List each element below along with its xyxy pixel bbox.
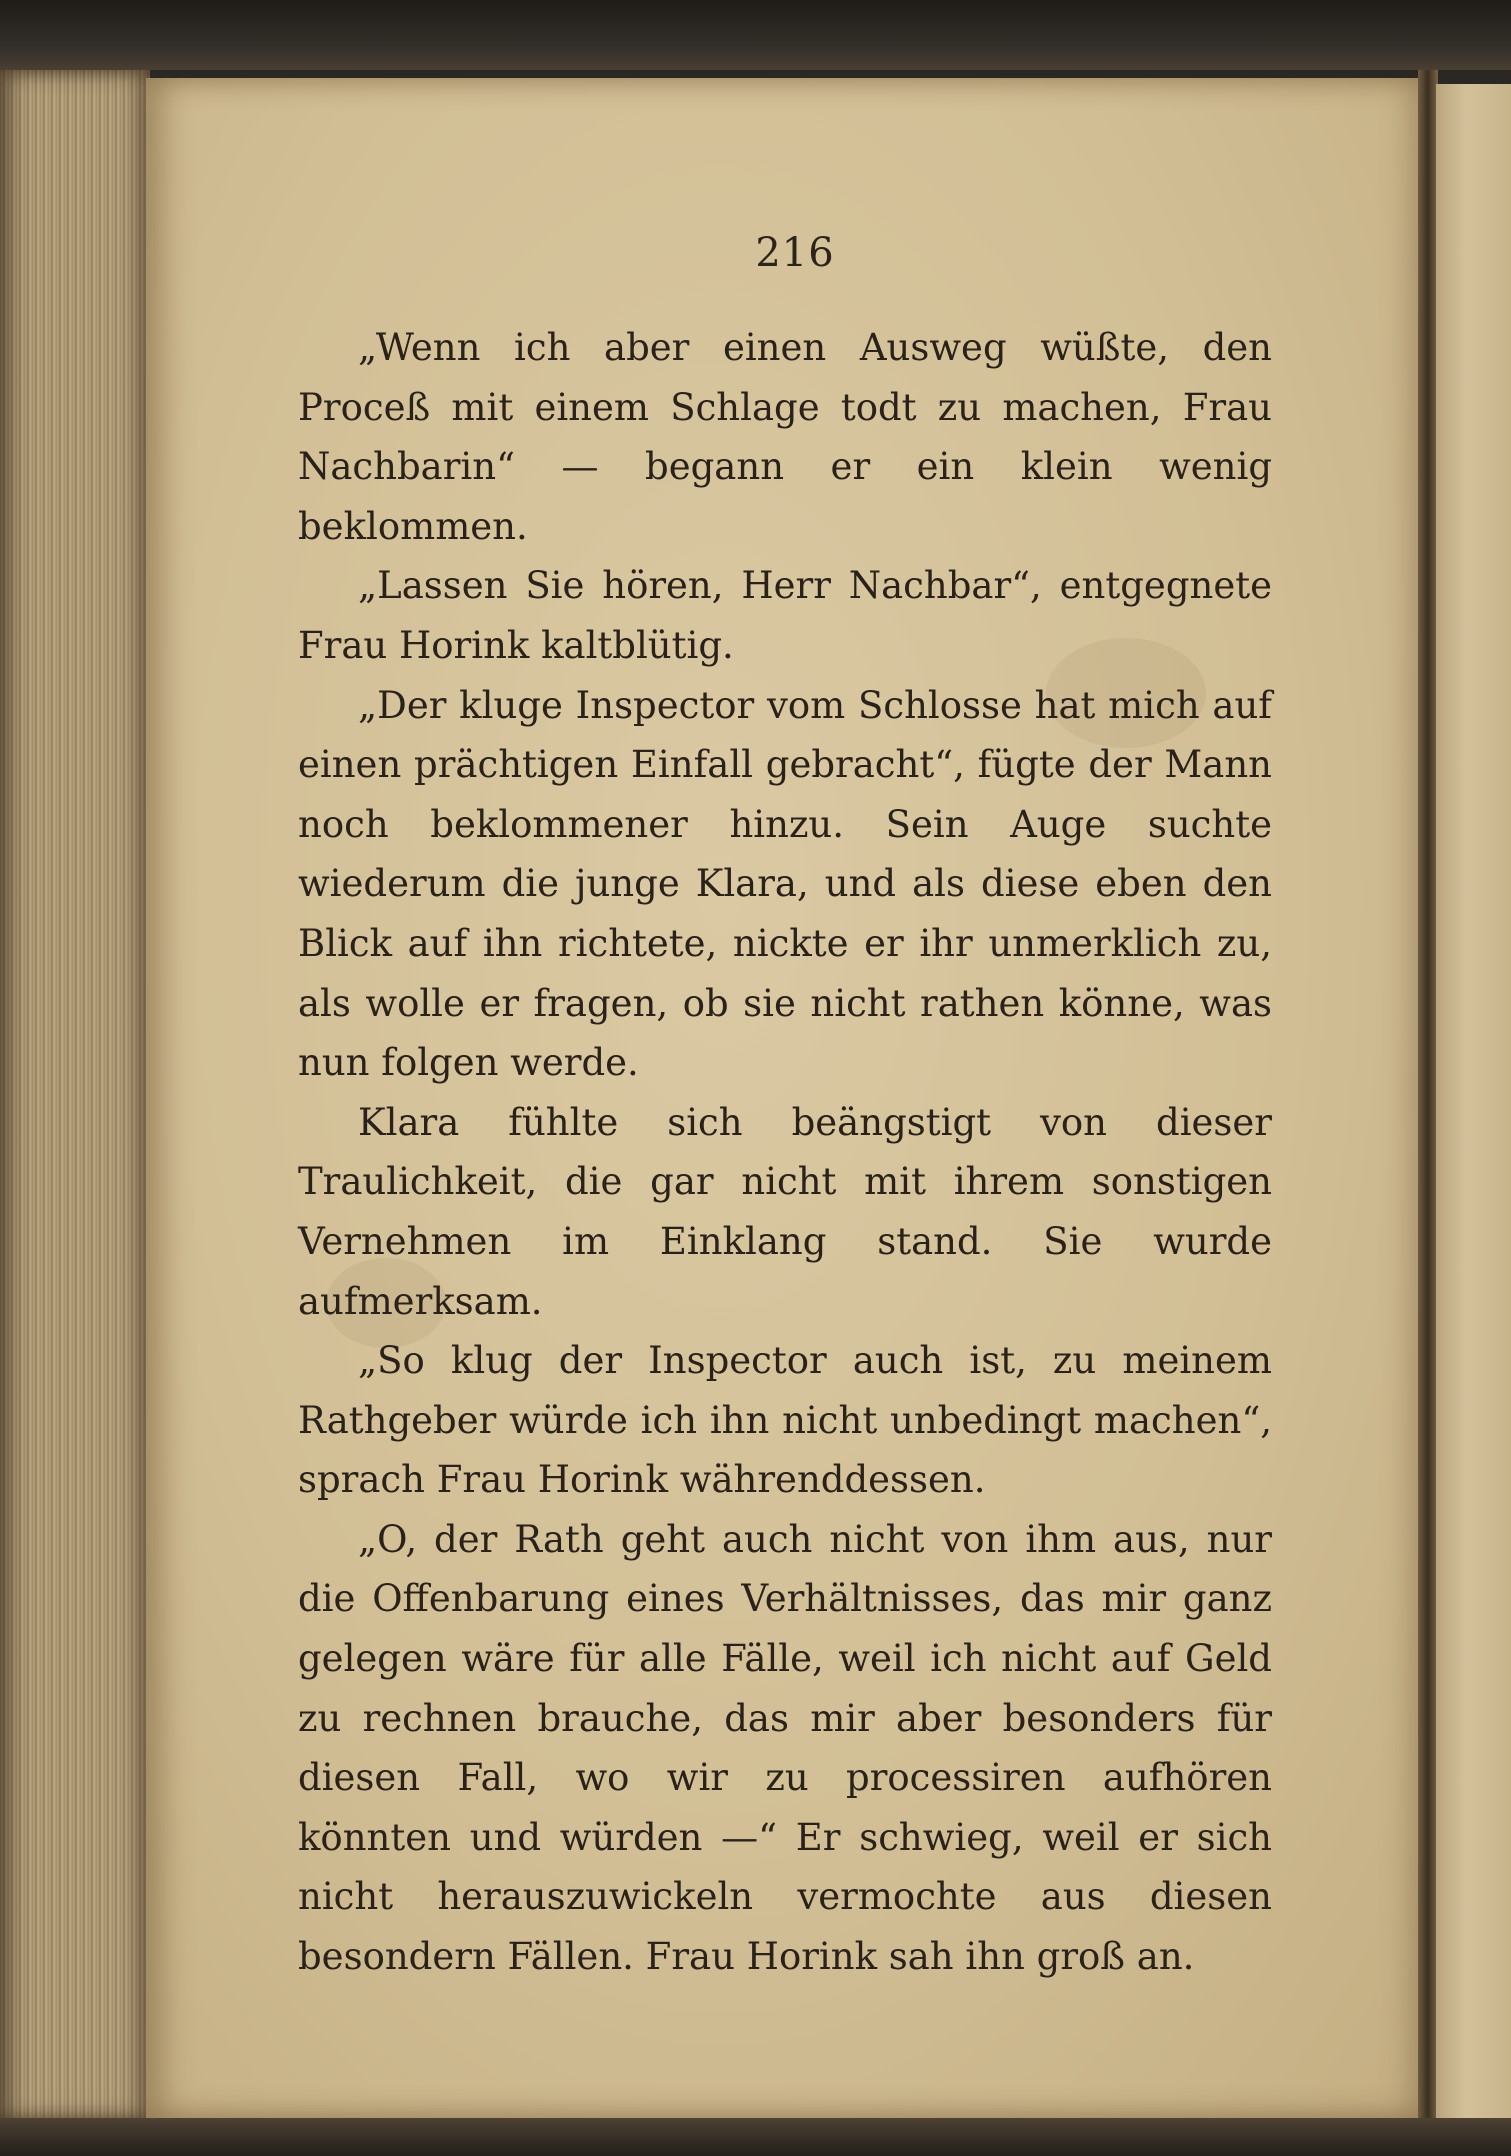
background-bottom	[0, 2118, 1511, 2156]
body-text	[298, 318, 1272, 1987]
paragraph-4: Klara fühlte sich beängstigt von dieser Traulichkeit, die gar nicht mit ihrem sonstigen Vernehmen im Einklang stand. Sie wurde aufmerksam.	[298, 1100, 1272, 1323]
paragraph-3: „Der kluge Inspector vom Schlosse hat mich auf einen prächtigen Einfall gebracht“, fügte der Mann noch beklommener hinzu. Sein Auge suchte wiederum die junge Klara, und als diese eben den Blick auf ihn richtete, nickte er ihr unmerklich zu, als wolle er fragen, ob sie nicht rathen könne, was nun folgen werde.	[298, 683, 1272, 1085]
page-number: 216	[755, 230, 835, 276]
paragraph-6: „O, der Rath geht auch nicht von ihm aus, nur die Offenbarung eines Verhältnisses, das mir ganz gelegen wäre für alle Fälle, weil ich nicht auf Geld zu rechnen brauche, das mir aber besonders für diesen Fall, wo wir zu processiren aufhören könnten und würden —“ Er schwieg, weil er sich nicht herauszuwickeln vermochte aus diesen besondern Fällen. Frau Horink sah ihn groß an.	[298, 1517, 1272, 1979]
page-edges-left	[0, 70, 150, 2120]
book-gutter	[1418, 70, 1438, 2120]
paragraph-2: „Lassen Sie hören, Herr Nachbar“, entgegnete Frau Horink kaltblütig.	[298, 564, 1272, 667]
paragraph-1: „Wenn ich aber einen Ausweg wüßte, den Proceß mit einem Schlage todt zu machen, Frau Nachbarin“ — begann er ein klein wenig beklommen.	[298, 326, 1272, 548]
facing-page-edge	[1436, 84, 1511, 2124]
paragraph-5: „So klug der Inspector auch ist, zu meinem Rathgeber würde ich ihn nicht unbedingt machen“, sprach Frau Horink währenddessen.	[298, 1339, 1272, 1502]
background-top	[0, 0, 1511, 70]
